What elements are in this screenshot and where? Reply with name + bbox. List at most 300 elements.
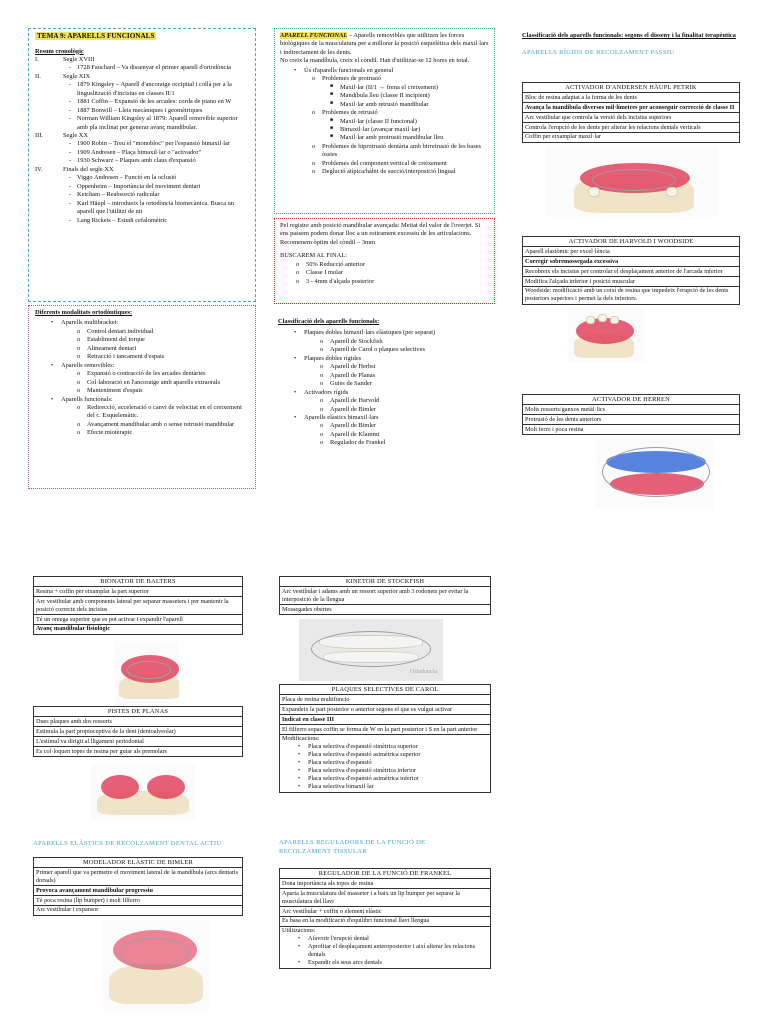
table-cell: Té poca resina (lip bumper) i molt filferro bbox=[34, 896, 243, 906]
modalitat-item bbox=[35, 319, 249, 327]
chrono-num bbox=[35, 217, 63, 225]
table-row bbox=[34, 597, 243, 615]
table-row bbox=[523, 132, 740, 142]
chrono-row bbox=[35, 81, 249, 98]
list-item bbox=[282, 759, 488, 767]
chrono-row bbox=[35, 183, 249, 191]
bullet: • bbox=[298, 935, 301, 943]
class-item bbox=[278, 355, 496, 363]
modalitat-sub-label: Establiment del torque bbox=[87, 336, 145, 344]
table-cell: Expandeix la part posterior o anterior segons el que es vulgui activar bbox=[280, 705, 491, 715]
usos-sub bbox=[280, 84, 489, 92]
chrono-row bbox=[35, 98, 249, 106]
usos-item bbox=[280, 109, 489, 117]
list-item-label: Placa selectiva d'espansió simètrica inferior bbox=[308, 767, 416, 775]
table-cell: Recobreix els incisius per controlar el desplaçament anterior de l'arcada inferior bbox=[523, 267, 740, 277]
usos-label: Problemes de retrusió bbox=[322, 109, 378, 117]
class-item bbox=[278, 389, 496, 397]
table-header-row bbox=[280, 577, 491, 587]
bullet: • bbox=[294, 388, 297, 396]
table-header-row bbox=[523, 237, 740, 247]
modalitat-item bbox=[35, 362, 249, 370]
intro-title: APARELL FUNCIONAL bbox=[280, 32, 348, 39]
class-sub-label: Aparell de Harvold bbox=[330, 397, 380, 405]
chrono-dash: - bbox=[68, 148, 72, 156]
class-sub-label: Regulador de Frankel bbox=[330, 439, 386, 447]
table-row bbox=[280, 605, 491, 615]
usos-sub-label: Maxil·lar amb retrusió mandibular bbox=[340, 100, 429, 108]
circle-bullet: o bbox=[77, 344, 81, 352]
list-item bbox=[282, 775, 488, 783]
modalitat-sub bbox=[35, 387, 249, 395]
modalitat-sub bbox=[35, 328, 249, 336]
chrono-row bbox=[35, 217, 249, 225]
table-cell: Corregir sobremossegada excessiva bbox=[523, 257, 740, 267]
herren-card bbox=[522, 394, 740, 509]
buscarem-item bbox=[280, 269, 489, 277]
usos-sub bbox=[280, 118, 489, 126]
square-bullet: ■ bbox=[330, 100, 334, 106]
class-sub-label: Aparell de Bimler bbox=[330, 422, 377, 430]
table-row bbox=[280, 715, 491, 725]
modalitat-sub bbox=[35, 379, 249, 387]
class-sub-label: Guies de Sander bbox=[330, 380, 372, 388]
bullet: • bbox=[294, 413, 297, 421]
chrono-num bbox=[35, 107, 63, 115]
bullet: • bbox=[298, 759, 301, 767]
chrono-row bbox=[35, 56, 249, 64]
circle-bullet: o bbox=[320, 380, 324, 388]
table-cell: Arc vestibular amb components lateral per separar masseters i per mantenir la posició correcte dels incisius bbox=[34, 597, 243, 615]
circle-bullet: o bbox=[312, 109, 316, 117]
table-row bbox=[523, 247, 740, 257]
buscarem-list bbox=[280, 261, 489, 286]
usos-sub bbox=[280, 101, 489, 109]
usos-item bbox=[280, 143, 489, 160]
chrono-dash: - bbox=[68, 106, 72, 114]
class-sub bbox=[278, 338, 496, 346]
chrono-dash: - bbox=[68, 98, 72, 106]
list-title: Utilitzacions: bbox=[282, 927, 316, 935]
list-item-label: Placa selectiva d'espansió bbox=[308, 759, 372, 767]
modalitat-sub-label: Efecte miotèrapic bbox=[87, 429, 133, 437]
circle-bullet: o bbox=[77, 429, 81, 437]
elastics-section-title: APARELLS ELÀSTICS DE RECOLZAMENT DENTAL ACTIU bbox=[33, 840, 222, 847]
chrono-text: Karl Häupl – introdueix la ortodòncia biomecànica. Busca un aparell que l'utilitzi de nit bbox=[77, 199, 235, 216]
usos-sub-label: Bimaxil·lar (avançar maxil·lar) bbox=[340, 125, 421, 133]
circle-bullet: o bbox=[77, 378, 81, 386]
modalitat-sub-label: Redirecció, acceleració o canvi de velocitat en el creixement del c. Esquelemàtic. bbox=[87, 403, 242, 420]
chrono-num bbox=[35, 81, 63, 98]
usos-sub bbox=[280, 92, 489, 100]
class-sub bbox=[278, 439, 496, 447]
buscarem-label: 50% Reducció anterior bbox=[306, 260, 365, 268]
table-row bbox=[34, 747, 243, 757]
list-item-label: Placa selectiva d'espansió asimètrica inferior bbox=[308, 775, 419, 783]
harvold-image bbox=[568, 308, 644, 362]
chrono-num: III. bbox=[35, 132, 43, 140]
table-header-row bbox=[280, 685, 491, 695]
table-row bbox=[280, 916, 491, 926]
table-row bbox=[523, 103, 740, 113]
table-cell: Provoca avançament mandibular progressiu bbox=[34, 886, 243, 896]
table-header: ACTIVADOR DE HERREN bbox=[523, 395, 740, 405]
classification-list bbox=[278, 329, 496, 447]
usos-sub-label: Maxil·lar amb protrusió mandibular lleu bbox=[340, 134, 444, 142]
usos-item bbox=[280, 168, 489, 176]
table-row bbox=[34, 587, 243, 597]
usos-label: Problemes de biprotrusió dentària amb birretrusió de les bases òssies bbox=[322, 142, 482, 159]
table-cell: Avanç mandibular fisiològic bbox=[34, 624, 243, 634]
table-header: PISTES DE PLANAS bbox=[34, 707, 243, 717]
circle-bullet: o bbox=[320, 371, 324, 379]
chrono-row bbox=[35, 140, 249, 148]
carol-table bbox=[279, 684, 491, 793]
chrono-num bbox=[35, 98, 63, 106]
chrono-num bbox=[35, 183, 63, 191]
buscarem-item bbox=[280, 261, 489, 269]
modalitat-sub bbox=[35, 429, 249, 437]
herren-image bbox=[596, 439, 714, 509]
buscarem-title: BUSCAREM AL FINAL: bbox=[280, 252, 347, 260]
table-cell: El filferro sopas coffin se forma de W en la part posterior i S en la part anterior bbox=[280, 725, 491, 735]
bimler-card bbox=[33, 857, 243, 1012]
chrono-text: 1881 Coffin – Expansió de les arcades: corda de piano en W bbox=[77, 98, 232, 106]
registre-box bbox=[274, 218, 495, 304]
rigid-section-title: APARELLS RÍGIDS DE RECOLZAMENT PASSIU bbox=[522, 49, 675, 57]
modalitat-sub-label: Manteniment d'espais bbox=[87, 387, 143, 395]
buscarem-label: 3 - 4mm d'alçada posterior bbox=[306, 277, 375, 285]
chrono-text: 1900 Robin – Treu el "monobloc" per l'espansió bimaxil·lar bbox=[77, 140, 230, 148]
circle-bullet: o bbox=[320, 430, 324, 438]
class-sub bbox=[278, 406, 496, 414]
square-bullet: ■ bbox=[330, 125, 334, 131]
usos-title bbox=[280, 67, 489, 75]
col3-section bbox=[522, 32, 740, 67]
class-sub bbox=[278, 380, 496, 388]
table-row bbox=[280, 907, 491, 917]
chrono-row bbox=[35, 107, 249, 115]
table-cell: Es basa en la modificació d'equilibri funcional llavi llengua bbox=[280, 916, 491, 926]
table-row bbox=[523, 267, 740, 277]
list-item bbox=[282, 959, 488, 967]
bullet: • bbox=[51, 395, 54, 403]
bionator-card bbox=[33, 576, 243, 705]
bimler-image bbox=[103, 920, 209, 1012]
class-sub-label: Aparell de Bimler bbox=[330, 405, 377, 413]
class-sub bbox=[278, 431, 496, 439]
table-row bbox=[523, 257, 740, 267]
class-sub bbox=[278, 372, 496, 380]
classification-section bbox=[278, 318, 496, 448]
chrono-dash: - bbox=[68, 81, 72, 89]
usos-list bbox=[280, 67, 489, 177]
class-item bbox=[278, 329, 496, 337]
list-item bbox=[282, 743, 488, 751]
class-sub bbox=[278, 422, 496, 430]
harvold-card bbox=[522, 236, 740, 362]
chrono-num bbox=[35, 174, 63, 182]
planas-card bbox=[33, 706, 243, 821]
table-row bbox=[523, 425, 740, 435]
bullet: • bbox=[51, 361, 54, 369]
chrono-dash: - bbox=[68, 115, 72, 123]
class-sub-label: Aparell de Planas bbox=[330, 371, 376, 379]
modalitat-sub-label: Expansió o contracció de les arcades dentàries bbox=[87, 370, 206, 378]
chrono-text: Lang Rickets – Estudi cefalomètric bbox=[77, 216, 168, 224]
chrono-num bbox=[35, 200, 63, 217]
chrono-text: Ketcham – Reabsorció radicular bbox=[77, 191, 160, 199]
circle-bullet: o bbox=[296, 277, 300, 285]
table-cell: Arc vestibular i expansor bbox=[34, 905, 243, 915]
table-header: ACTIVADOR D'ANDERSEN HÄUPL PETRIK bbox=[523, 83, 740, 93]
bullet: • bbox=[294, 66, 297, 74]
table-cell: Dona importància als topes de resina bbox=[280, 879, 491, 889]
table-row bbox=[34, 727, 243, 737]
chrono-text: Finals del segle XX bbox=[63, 165, 114, 173]
modalitat-sub bbox=[35, 353, 249, 361]
modalitat-label: Aparells removibles: bbox=[61, 361, 115, 369]
chrono-row bbox=[35, 157, 249, 165]
chrono-num bbox=[35, 140, 63, 148]
image-watermark: Ortodoncia bbox=[410, 669, 437, 676]
bullet: • bbox=[51, 319, 54, 327]
modalitat-item bbox=[35, 396, 249, 404]
list-item bbox=[282, 767, 488, 775]
classification-title: Classificació dels aparells funcionals: bbox=[278, 318, 380, 325]
chrono-row bbox=[35, 166, 249, 174]
table-header-row bbox=[523, 83, 740, 93]
intro-box bbox=[274, 28, 495, 214]
class-sub-label: Aparell de Stockfish bbox=[330, 337, 383, 345]
carol-card bbox=[279, 684, 491, 793]
circle-bullet: o bbox=[77, 327, 81, 335]
chrono-text: 1909 Andresen – Plaça bimaxil·lar o "activador" bbox=[77, 148, 202, 156]
table-row bbox=[34, 868, 243, 886]
table-row bbox=[34, 624, 243, 634]
table-cell: Mossegades obertes bbox=[280, 605, 491, 615]
bionator-table bbox=[33, 576, 243, 635]
square-bullet: ■ bbox=[330, 83, 334, 89]
table-row bbox=[280, 587, 491, 605]
table-row bbox=[280, 725, 491, 735]
table-cell: Dues plaques amb dos ressorts bbox=[34, 717, 243, 727]
list-item bbox=[282, 935, 488, 943]
table-cell bbox=[280, 926, 491, 968]
chrono-text: Viggo Andresen – Funció en la oclusió bbox=[77, 174, 177, 182]
harvold-table bbox=[522, 236, 740, 305]
list-item bbox=[282, 783, 488, 791]
square-bullet: ■ bbox=[330, 134, 334, 140]
table-cell: Modifica l'alçada inferior i posició muscular bbox=[523, 277, 740, 287]
modalitat-sub-label: Avançament mandibular amb o sense retrusió mandibular bbox=[87, 420, 235, 428]
table-row bbox=[34, 896, 243, 906]
modalitat-sub bbox=[35, 336, 249, 344]
modalitats-title: Diferents modalitats ortodòntiques: bbox=[35, 309, 133, 316]
table-header: KINETOR DE STOCKFISH bbox=[280, 577, 491, 587]
circle-bullet: o bbox=[77, 353, 81, 361]
usos-title-text: Ús d'aparells funcionals en general bbox=[304, 66, 394, 74]
chrono-dash: - bbox=[68, 174, 72, 182]
andersen-table bbox=[522, 82, 740, 143]
buscarem-item bbox=[280, 278, 489, 286]
bullet: • bbox=[298, 743, 301, 751]
circle-bullet: o bbox=[77, 387, 81, 395]
circle-bullet: o bbox=[320, 363, 324, 371]
chrono-num bbox=[35, 191, 63, 199]
table-row bbox=[34, 737, 243, 747]
list-item-label: Placa selectiva bimaxil·lar bbox=[308, 783, 374, 791]
chrono-row bbox=[35, 174, 249, 182]
chrono-dash: - bbox=[68, 64, 72, 72]
chrono-row bbox=[35, 64, 249, 72]
circle-bullet: o bbox=[77, 336, 81, 344]
chronology-list bbox=[35, 56, 249, 225]
planas-image bbox=[91, 765, 195, 821]
buscarem-label: Classe I molar bbox=[306, 269, 343, 277]
table-cell: Woodside: modificació amb un coixí de resina que impedeix l'erupció de les dents posteriors superiors i permet la dels inferiors. bbox=[523, 286, 740, 304]
table-row bbox=[523, 405, 740, 415]
usos-item bbox=[280, 75, 489, 83]
usos-sub-label: Maxil·lar (classe II funcional) bbox=[340, 117, 417, 125]
list-item-label: Placa selectiva d'espansió simètrica superior bbox=[308, 743, 418, 751]
resum-title: Resum cronològic bbox=[35, 47, 84, 55]
table-cell: Bloc de resina adaptat a la forma de les dents bbox=[523, 93, 740, 103]
class-sub-label: Aparell de Klammt bbox=[330, 430, 380, 438]
chrono-row bbox=[35, 149, 249, 157]
chrono-text: Segle XX bbox=[63, 132, 89, 140]
chrono-dash: - bbox=[68, 191, 72, 199]
circle-bullet: o bbox=[77, 403, 81, 411]
circle-bullet: o bbox=[320, 422, 324, 430]
table-header-row bbox=[280, 869, 491, 879]
class-sub-label: Aparell de Herbst bbox=[330, 363, 376, 371]
andersen-image bbox=[546, 147, 718, 217]
modalitat-sub bbox=[35, 404, 249, 421]
table-row bbox=[34, 615, 243, 625]
table-row bbox=[523, 123, 740, 133]
chronology-box bbox=[28, 28, 256, 302]
circle-bullet: o bbox=[312, 142, 316, 150]
modalitat-sub bbox=[35, 370, 249, 378]
chrono-row bbox=[35, 115, 249, 132]
chrono-text: 1930 Schwarz – Plaques amb claus d'expansió bbox=[77, 157, 196, 165]
modalitat-sub bbox=[35, 345, 249, 353]
table-cell: Arc vestibular + coffin o element elàstic bbox=[280, 907, 491, 917]
chrono-row bbox=[35, 132, 249, 140]
bullet: • bbox=[294, 329, 297, 337]
table-cell: Té un omega superior que es pot activar i expandir l'aparell bbox=[34, 615, 243, 625]
table-header: MODELADOR ELÀSTIC DE BIMLER bbox=[34, 858, 243, 868]
list-title: Modificacions: bbox=[282, 735, 320, 743]
chrono-text: Norman William Kingsley al 1879: Aparell removible superior amb pla inclinat per generar avanç mandibular. bbox=[77, 115, 238, 131]
modalitat-sub-label: Col·laboració en l'ancoratge amb aparells extraorals bbox=[87, 378, 220, 386]
chrono-text: 1887 Bonwill – Lleis mecàniques i geomètriques bbox=[77, 106, 203, 114]
class-sub-label: Aparell de Carol o plaques selectives bbox=[330, 346, 425, 354]
intro-text: – Aparells removibles que utilitzen les forces biològiques de la musculatura per a millorar la posició esquelètica dels maxil·lars i indirectament de les dents. bbox=[280, 32, 489, 56]
chrono-dash: - bbox=[68, 182, 72, 190]
table-row bbox=[280, 695, 491, 705]
chrono-dash: - bbox=[68, 216, 72, 224]
table-header-row bbox=[523, 395, 740, 405]
usos-label: Problemes del component vertical de creixement bbox=[322, 159, 447, 167]
square-bullet: ■ bbox=[330, 117, 334, 123]
table-header: ACTIVADOR DE HARVOLD I WOODSIDE bbox=[523, 237, 740, 247]
table-row bbox=[280, 926, 491, 968]
table-row bbox=[280, 734, 491, 792]
chrono-dash: - bbox=[68, 140, 72, 148]
chrono-text: Segle XVIII bbox=[63, 55, 95, 63]
class-label: Aparells elàstics bimaxil·lars bbox=[304, 413, 379, 421]
bimler-table bbox=[33, 857, 243, 916]
table-cell: Resina + coffin per eixamplar la part superior bbox=[34, 587, 243, 597]
circle-bullet: o bbox=[320, 405, 324, 413]
table-row bbox=[523, 113, 740, 123]
intro-paragraph bbox=[280, 32, 489, 57]
table-cell: Aparell elastòmic per excel·lència bbox=[523, 247, 740, 257]
chrono-num: II. bbox=[35, 72, 41, 80]
table-cell: Protrusió de les dents anteriors bbox=[523, 415, 740, 425]
table-cell: Arc vestibular i adams amb un ressort superior amb 3 rodonets per evitar la interposició de la llengua bbox=[280, 587, 491, 605]
bullet: • bbox=[298, 783, 301, 791]
class-item bbox=[278, 414, 496, 422]
reg-section-title: APARELLS REGULADORS DE LA FUNCIÓ DE RECOLZAMENT TISSULAR bbox=[279, 839, 426, 855]
chrono-num bbox=[35, 64, 63, 72]
bullet: • bbox=[298, 751, 301, 759]
modalitat-label: Aparells multibracket: bbox=[61, 319, 119, 327]
usos-sub-label: Mandíbula lleu (classe II incipient) bbox=[340, 92, 430, 100]
table-row bbox=[280, 879, 491, 889]
stockfish-table bbox=[279, 576, 491, 615]
modalitat-sub-label: Control dentari individual bbox=[87, 327, 154, 335]
circle-bullet: o bbox=[320, 397, 324, 405]
modalitat-sub bbox=[35, 421, 249, 429]
list-item bbox=[282, 943, 488, 959]
usos-label: Deglució atípica/hàbit de succió/interposició lingual bbox=[322, 168, 456, 176]
table-row bbox=[523, 277, 740, 287]
chrono-num bbox=[35, 149, 63, 157]
circle-bullet: o bbox=[296, 260, 300, 268]
table-row bbox=[523, 93, 740, 103]
bullet: • bbox=[298, 959, 301, 967]
table-row bbox=[280, 705, 491, 715]
registre-text: Pel registre amb posició mandibular avançada: Meitat del valor de l'overjet. Si ens passem podem donar lloc a un estirament excessiu de les articulacions. Recomenem òptim del còndil – 3mm bbox=[280, 222, 481, 246]
stockfish-image bbox=[299, 619, 443, 681]
table-header: REGULADOR DE LA FUNCIÓ DE FRANKEL bbox=[280, 869, 491, 879]
andersen-card bbox=[522, 82, 740, 217]
chrono-num bbox=[35, 157, 63, 165]
table-cell: Aparta la musculatura del masseter i a baix un lip bumper per separar la musculatura del llavi bbox=[280, 889, 491, 907]
circle-bullet: o bbox=[77, 370, 81, 378]
main-title: TEMA 9: APARELLS FUNCIONALS bbox=[37, 32, 155, 40]
usos-sub bbox=[280, 126, 489, 134]
table-cell: Molt ferro i poca resina bbox=[523, 425, 740, 435]
usos-sub bbox=[280, 134, 489, 142]
list-item-label: Afavorir l'erupció dental bbox=[308, 935, 369, 943]
table-cell: Indicat en classe III bbox=[280, 715, 491, 725]
list-item bbox=[282, 751, 488, 759]
frankel-table bbox=[279, 868, 491, 969]
table-cell: Coffin per eixamplar maxil·lar bbox=[523, 132, 740, 142]
frankel-card bbox=[279, 868, 491, 969]
bullet: • bbox=[298, 943, 301, 951]
list-item-label: Placa selectiva d'espansió asimètrica superior bbox=[308, 751, 421, 759]
class-sub bbox=[278, 397, 496, 405]
circle-bullet: o bbox=[320, 337, 324, 345]
class-sub bbox=[278, 346, 496, 354]
table-cell: Es col·loquen topes de resina per guiar als premolars bbox=[34, 747, 243, 757]
list-item-label: Aprofitar el desplaçament anteroposterior i així alterar les relacions dentals bbox=[308, 943, 475, 959]
